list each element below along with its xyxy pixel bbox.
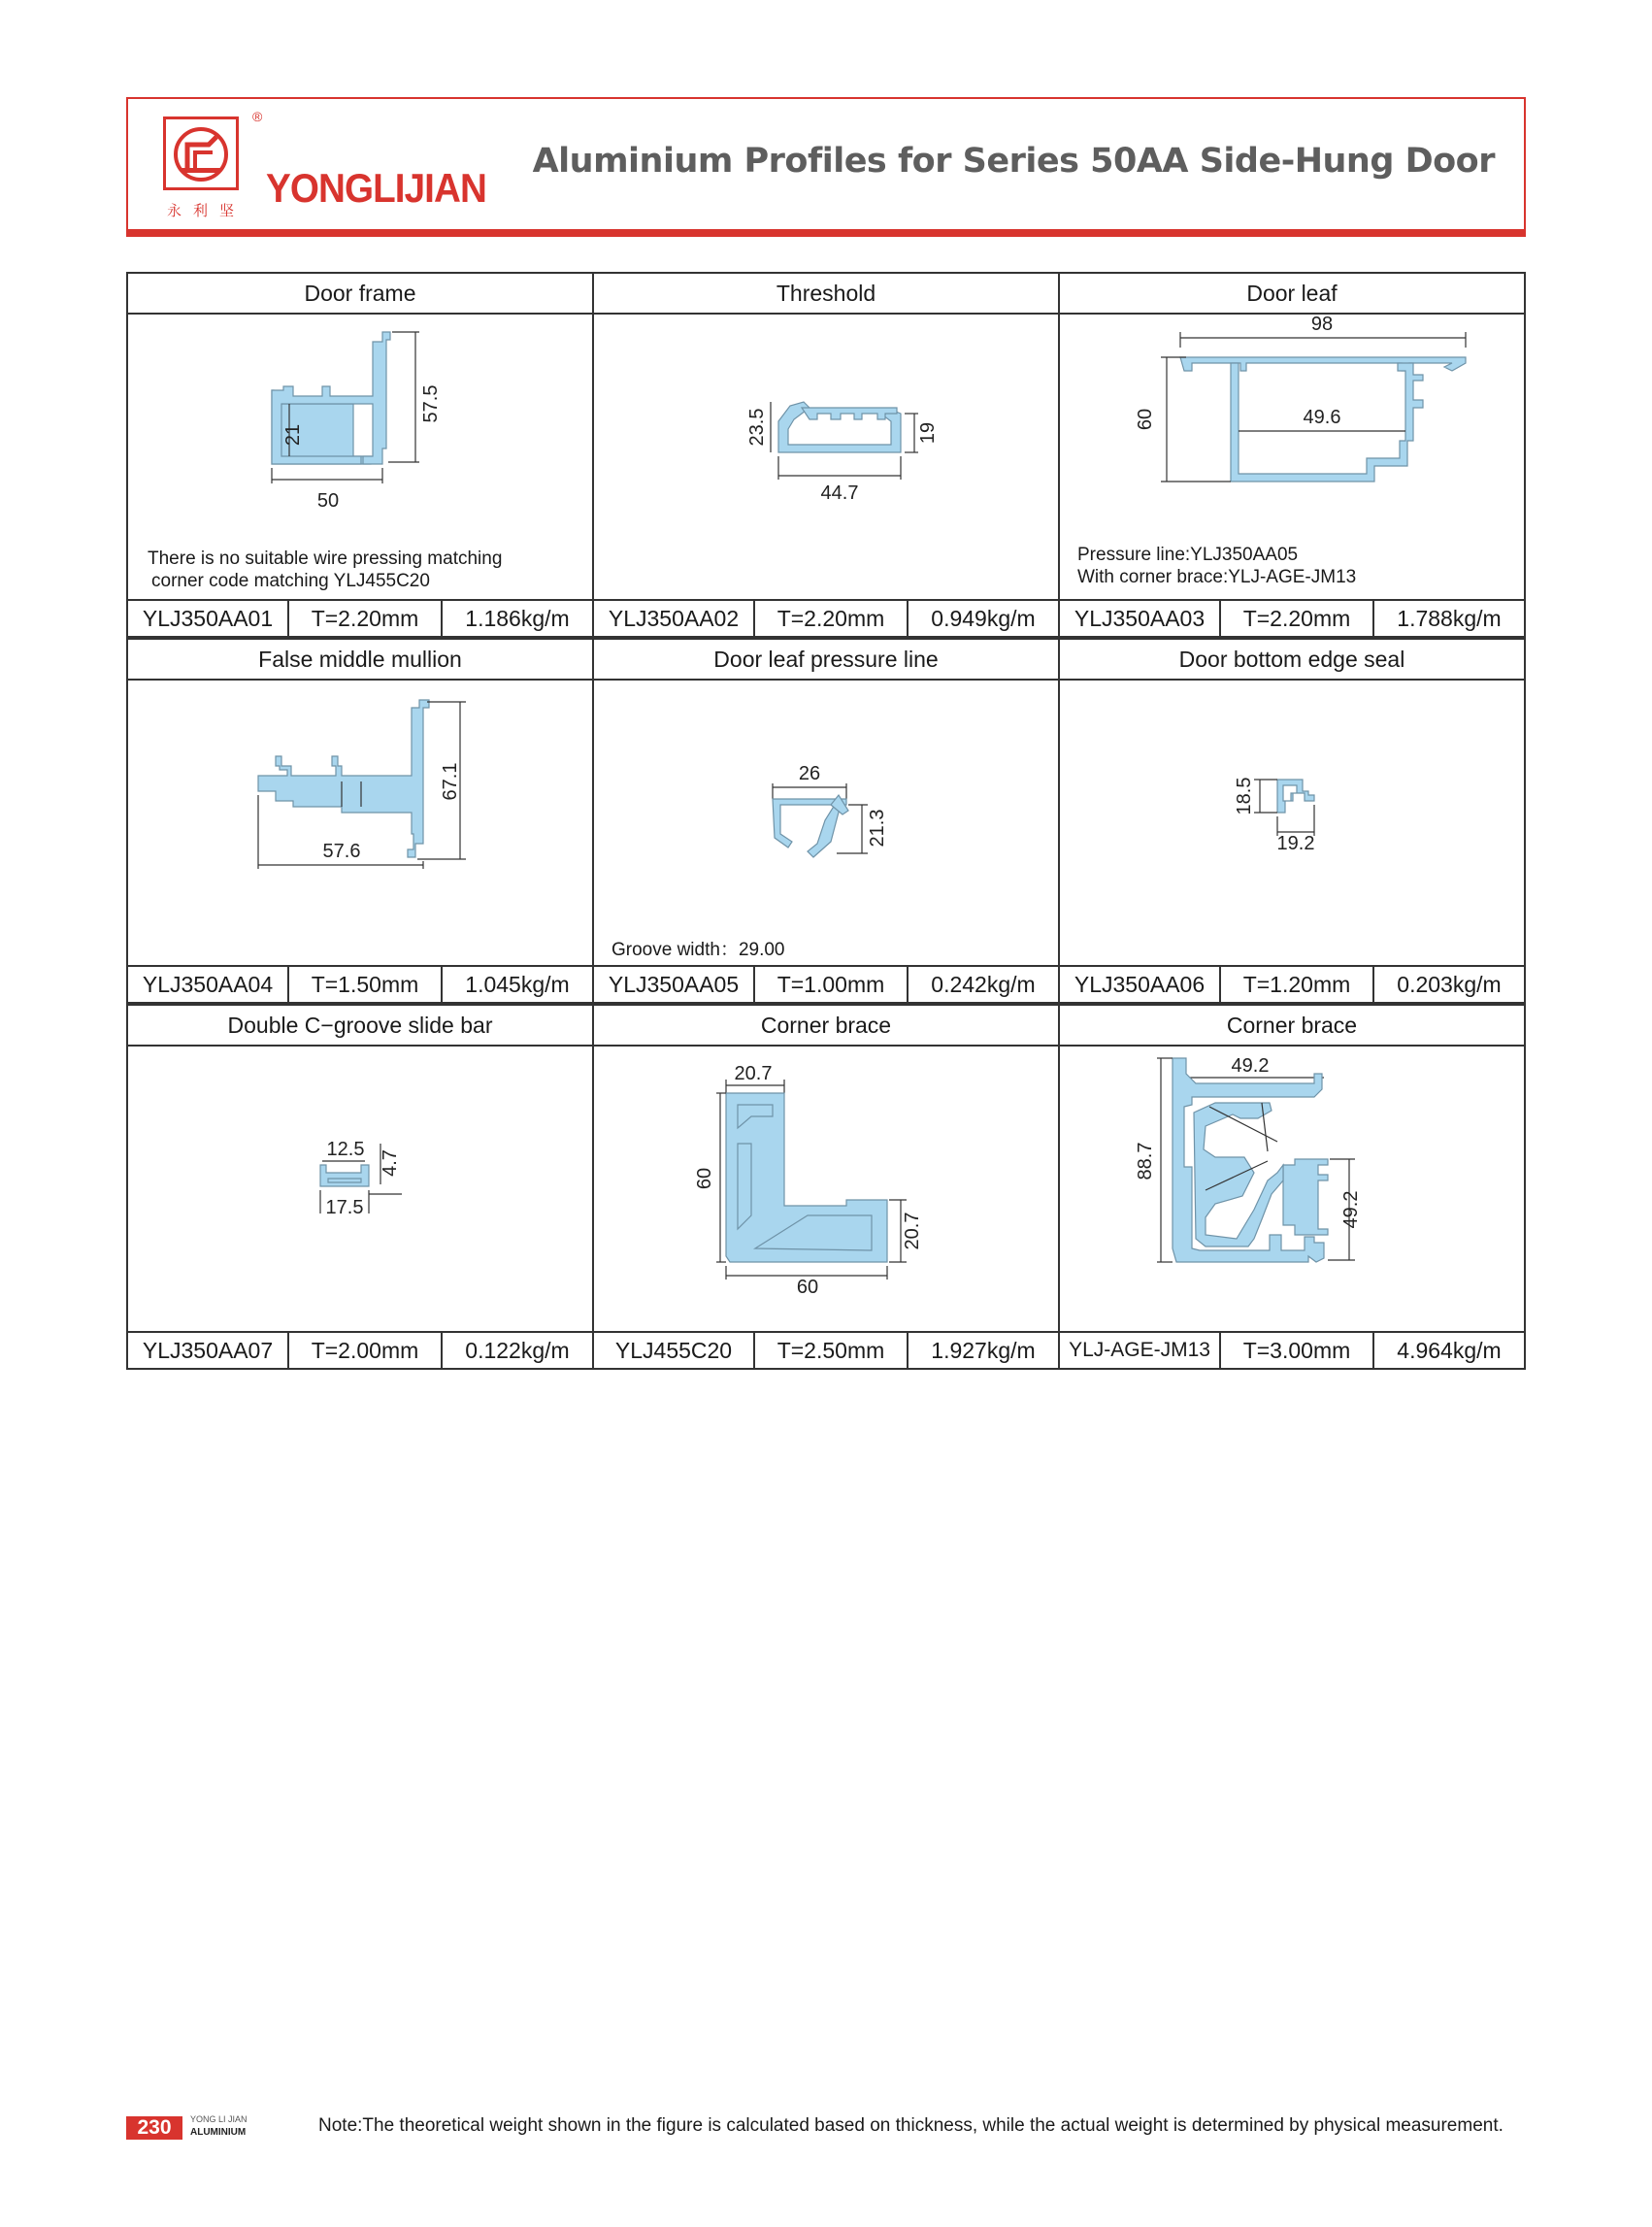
dim-label: 49.6 <box>1303 407 1341 428</box>
dim-label: 26 <box>798 763 821 784</box>
profile-card <box>592 638 1060 967</box>
thickness: T=2.00mm <box>289 1333 443 1368</box>
profile-note: Groove width：29.00 <box>611 940 785 960</box>
dim-label: 44.7 <box>820 482 859 504</box>
profile-title: Corner brace <box>594 1006 1058 1047</box>
thickness: T=3.00mm <box>1221 1333 1374 1368</box>
dim-label: 88.7 <box>1135 1142 1156 1180</box>
dim-label: 60 <box>1135 408 1156 431</box>
profile-row <box>126 272 1526 638</box>
profile-drawing <box>594 679 1058 965</box>
spec-row <box>126 965 594 1004</box>
dim-label: 60 <box>694 1167 715 1190</box>
profile-card <box>126 272 594 601</box>
dim-label: 57.5 <box>420 384 442 423</box>
profile-row <box>126 1004 1526 1370</box>
spec-row <box>126 1331 594 1370</box>
dim-label: 19.2 <box>1276 833 1315 854</box>
profile-card <box>592 272 1060 601</box>
dim-label: 57.6 <box>322 841 361 862</box>
profile-title: Threshold <box>594 274 1058 315</box>
profile-drawing <box>128 1045 592 1331</box>
profile-row <box>126 638 1526 1004</box>
weight: 1.788kg/m <box>1397 606 1502 631</box>
profile-title: False middle mullion <box>128 640 592 681</box>
profile-title: Door bottom edge seal <box>1060 640 1524 681</box>
product-code: YLJ350AA05 <box>594 967 755 1002</box>
profile-card <box>126 1004 594 1333</box>
profile-title: Door leaf pressure line <box>594 640 1058 681</box>
product-code: YLJ350AA07 <box>128 1333 289 1368</box>
dim-label: 60 <box>796 1277 819 1298</box>
weight: 0.949kg/m <box>931 606 1036 631</box>
thickness: T=2.20mm <box>755 601 909 636</box>
registered-mark: ® <box>252 109 263 124</box>
footer-brand-sub: ALUMINIUM <box>190 2127 247 2138</box>
page-title: Aluminium Profiles for Series 50AA Side-Hung Door <box>532 142 1495 181</box>
profile-drawing <box>594 313 1058 599</box>
weight: 0.122kg/m <box>465 1338 570 1363</box>
dim-label: 21.3 <box>867 809 888 848</box>
product-code: YLJ-AGE-JM13 <box>1060 1333 1221 1368</box>
brand-name: YONGLIJIAN <box>266 165 486 211</box>
profile-card <box>1058 1004 1526 1333</box>
logo-icon <box>163 116 239 190</box>
dim-label: 49.2 <box>1340 1190 1362 1229</box>
spec-row <box>1058 965 1526 1004</box>
dim-label: 20.7 <box>902 1212 923 1250</box>
thickness: T=2.20mm <box>1221 601 1374 636</box>
profile-note: There is no suitable wire pressing matching corner code matching YLJ455C20 <box>148 548 503 591</box>
brand-chinese: 永利坚 <box>167 202 247 219</box>
thickness: T=1.20mm <box>1221 967 1374 1002</box>
product-code: YLJ350AA03 <box>1060 601 1221 636</box>
spec-row <box>1058 599 1526 638</box>
profile-card <box>592 1004 1060 1333</box>
thickness: T=1.00mm <box>755 967 909 1002</box>
weight: 0.242kg/m <box>931 972 1036 997</box>
dim-label: 18.5 <box>1234 777 1255 815</box>
page-number: 230 <box>126 2116 182 2140</box>
weight: 1.186kg/m <box>465 606 570 631</box>
profile-grid <box>126 272 1526 1370</box>
spec-row <box>126 599 594 638</box>
profile-drawing <box>128 679 592 965</box>
spec-row <box>592 1331 1060 1370</box>
product-code: YLJ350AA06 <box>1060 967 1221 1002</box>
thickness: T=2.20mm <box>289 601 443 636</box>
thickness: T=1.50mm <box>289 967 443 1002</box>
product-code: YLJ350AA01 <box>128 601 289 636</box>
weight: 0.203kg/m <box>1397 972 1502 997</box>
weight: 4.964kg/m <box>1397 1338 1502 1363</box>
header-divider <box>126 229 1526 237</box>
thickness: T=2.50mm <box>755 1333 909 1368</box>
profile-title: Corner brace <box>1060 1006 1524 1047</box>
profile-drawing <box>594 1045 1058 1331</box>
dim-label: 98 <box>1310 314 1334 335</box>
dim-label: 20.7 <box>734 1063 773 1084</box>
footnote: Note:The theoretical weight shown in the figure is calculated based on thickness, while the actual weight is determined by physical measurement. <box>318 2115 1503 2136</box>
profile-drawing <box>1060 1045 1524 1331</box>
dim-label: 23.5 <box>746 408 768 447</box>
profile-title: Door frame <box>128 274 592 315</box>
profile-title: Double C−groove slide bar <box>128 1006 592 1047</box>
dim-label: 12.5 <box>326 1139 365 1160</box>
profile-drawing <box>128 313 592 599</box>
profile-card <box>126 638 594 967</box>
dim-label: 19 <box>917 421 939 445</box>
profile-drawing <box>1060 313 1524 599</box>
profile-title: Door leaf <box>1060 274 1524 315</box>
spec-row <box>592 599 1060 638</box>
footer-brand: YONG LI JIAN <box>190 2114 248 2124</box>
dim-label: 21 <box>282 423 304 447</box>
dim-label: 49.2 <box>1231 1055 1270 1077</box>
profile-card <box>1058 272 1526 601</box>
spec-row <box>592 965 1060 1004</box>
page-header <box>126 97 1526 235</box>
product-code: YLJ455C20 <box>594 1333 755 1368</box>
profile-card <box>1058 638 1526 967</box>
profile-note: Pressure line:YLJ350AA05 With corner brace:YLJ-AGE-JM13 <box>1077 545 1357 587</box>
dim-label: 50 <box>316 490 340 512</box>
dim-label: 67.1 <box>440 762 461 801</box>
spec-row <box>1058 1331 1526 1370</box>
profile-drawing <box>1060 679 1524 965</box>
dim-label: 17.5 <box>325 1197 364 1218</box>
product-code: YLJ350AA02 <box>594 601 755 636</box>
dim-label: 4.7 <box>380 1149 401 1177</box>
product-code: YLJ350AA04 <box>128 967 289 1002</box>
weight: 1.045kg/m <box>465 972 570 997</box>
weight: 1.927kg/m <box>931 1338 1036 1363</box>
